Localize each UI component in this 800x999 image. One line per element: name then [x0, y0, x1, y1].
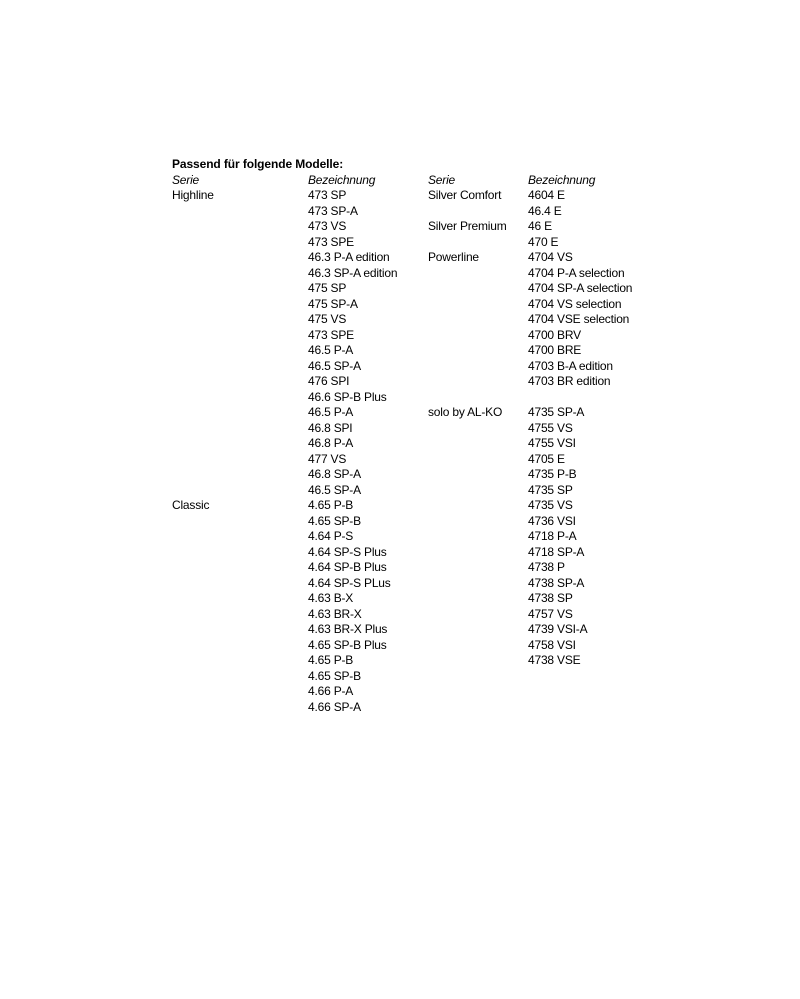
- model-name: 4718 P-A: [528, 529, 577, 543]
- serie-spacer: [428, 266, 507, 282]
- model-name: 4.64 SP-S Plus: [308, 544, 387, 559]
- serie-spacer: [172, 219, 214, 235]
- serie-spacer: [428, 281, 507, 297]
- model-name: 4755 VSI: [528, 436, 576, 450]
- serie-spacer: [428, 421, 507, 437]
- serie-spacer: [172, 390, 214, 406]
- serie-spacer: [172, 653, 214, 669]
- model-name: 46.5 P-A: [308, 405, 354, 419]
- column-header-serie: Serie: [172, 172, 200, 187]
- model-name: 46.8 SPI: [308, 420, 353, 435]
- model-tables: [172, 173, 672, 733]
- serie-spacer: [428, 498, 507, 514]
- serie-name: Silver Premium: [428, 219, 507, 233]
- model-name: 473 VS: [308, 219, 347, 233]
- serie-spacer: [428, 204, 507, 220]
- model-name: 4.65 SP-B: [308, 513, 361, 528]
- serie-name: Silver Comfort: [428, 188, 502, 202]
- model-name: 46.5 P-A: [308, 343, 354, 357]
- right-bezeichnung-column: [528, 173, 632, 669]
- model-name: 4704 VSE selection: [528, 312, 630, 326]
- right-serie-column: [428, 173, 507, 669]
- serie-spacer: [428, 545, 507, 561]
- model-name: 46.5 SP-A: [308, 358, 361, 373]
- model-name: 4.64 P-S: [308, 529, 354, 543]
- model-name: 470 E: [528, 234, 559, 249]
- model-name: 4700 BRV: [528, 327, 581, 342]
- serie-spacer: [172, 483, 214, 499]
- serie-spacer: [428, 235, 507, 251]
- model-name: 4703 BR edition: [528, 374, 611, 388]
- left-serie-column: [172, 173, 214, 716]
- serie-spacer: [172, 669, 214, 685]
- serie-name: solo by AL-KO: [428, 405, 503, 419]
- model-name: 4.65 P-B: [308, 498, 354, 512]
- model-name: 473 SPE: [308, 327, 354, 342]
- column-header-bezeichnung: Bezeichnung: [528, 172, 596, 187]
- serie-spacer: [428, 653, 507, 669]
- model-name: 4.65 SP-B Plus: [308, 637, 387, 652]
- serie-spacer: [428, 560, 507, 576]
- serie-spacer: [428, 607, 507, 623]
- serie-spacer: [172, 359, 214, 375]
- row-spacer: [528, 390, 632, 406]
- model-name: 46.3 P-A edition: [308, 250, 390, 264]
- serie-name: Highline: [172, 188, 214, 202]
- model-name: 4.64 SP-B Plus: [308, 560, 387, 574]
- model-name: 4.66 SP-A: [308, 699, 361, 714]
- model-name: 4755 VS: [528, 420, 573, 435]
- serie-spacer: [172, 328, 214, 344]
- serie-spacer: [172, 452, 214, 468]
- model-name: 4735 SP: [528, 482, 573, 497]
- model-name: 4.63 B-X: [308, 591, 354, 605]
- serie-spacer: [172, 235, 214, 251]
- model-name: 4.65 SP-B: [308, 668, 361, 683]
- serie-spacer: [428, 436, 507, 452]
- model-name: 4704 VS: [528, 250, 573, 264]
- serie-spacer: [172, 374, 214, 390]
- serie-spacer: [428, 312, 507, 328]
- model-name: 4735 P-B: [528, 467, 577, 481]
- model-name: 4735 VS: [528, 498, 573, 512]
- serie-spacer: [428, 328, 507, 344]
- model-name: 4758 VSI: [528, 637, 576, 652]
- serie-spacer: [172, 421, 214, 437]
- model-name: 46.8 SP-A: [308, 467, 361, 481]
- serie-spacer: [172, 638, 214, 654]
- serie-spacer: [428, 343, 507, 359]
- serie-spacer: [172, 281, 214, 297]
- model-name: 4738 VSE: [528, 653, 581, 667]
- serie-spacer: [172, 436, 214, 452]
- model-name: 477 VS: [308, 451, 347, 466]
- model-name: 473 SP-A: [308, 203, 358, 218]
- serie-name: Classic: [172, 498, 210, 512]
- model-name: 4.65 P-B: [308, 653, 354, 667]
- model-name: 476 SPI: [308, 374, 350, 388]
- serie-spacer: [428, 452, 507, 468]
- model-name: 4705 E: [528, 451, 565, 466]
- model-name: 46.4 E: [528, 203, 562, 218]
- serie-spacer: [428, 576, 507, 592]
- serie-name: Powerline: [428, 250, 479, 264]
- serie-spacer: [172, 312, 214, 328]
- serie-spacer: [172, 622, 214, 638]
- model-name: 4.64 SP-S PLus: [308, 575, 391, 590]
- model-name: 4738 SP-A: [528, 575, 585, 590]
- serie-spacer: [172, 514, 214, 530]
- serie-spacer: [172, 700, 214, 716]
- column-header-serie: Serie: [428, 172, 456, 187]
- model-name: 473 SPE: [308, 234, 354, 249]
- model-name: 46.8 P-A: [308, 436, 354, 450]
- serie-spacer: [172, 467, 214, 483]
- model-name: 4704 P-A selection: [528, 265, 625, 280]
- serie-spacer: [172, 545, 214, 561]
- model-name: 4704 VS selection: [528, 296, 622, 311]
- serie-spacer: [428, 638, 507, 654]
- serie-spacer: [428, 297, 507, 313]
- serie-spacer: [172, 297, 214, 313]
- model-name: 4.66 P-A: [308, 684, 354, 698]
- model-name: 46.5 SP-A: [308, 482, 361, 497]
- model-name: 4757 VS: [528, 606, 573, 621]
- serie-spacer: [428, 374, 507, 390]
- serie-spacer: [172, 529, 214, 545]
- compatibility-document: [172, 157, 672, 733]
- serie-spacer: [172, 250, 214, 266]
- model-name: 4.63 BR-X Plus: [308, 622, 388, 636]
- model-name: 4736 VSI: [528, 513, 576, 528]
- model-name: 46.3 SP-A edition: [308, 265, 398, 280]
- model-name: 4700 BRE: [528, 343, 582, 357]
- serie-spacer: [428, 622, 507, 638]
- serie-spacer: [428, 390, 507, 406]
- model-name: 4739 VSI-A: [528, 622, 588, 636]
- model-name: 4738 SP: [528, 591, 573, 605]
- model-name: 4704 SP-A selection: [528, 281, 633, 295]
- serie-spacer: [172, 405, 214, 421]
- serie-spacer: [172, 607, 214, 623]
- model-name: 475 SP-A: [308, 296, 358, 311]
- model-name: 4718 SP-A: [528, 544, 585, 559]
- serie-spacer: [172, 343, 214, 359]
- serie-spacer: [172, 576, 214, 592]
- model-name: 4703 B-A edition: [528, 358, 613, 373]
- left-bezeichnung-column: [308, 173, 397, 716]
- model-name: 4604 E: [528, 188, 565, 202]
- model-name: 4.63 BR-X: [308, 606, 362, 621]
- serie-spacer: [428, 483, 507, 499]
- model-name: 4738 P: [528, 560, 565, 574]
- serie-spacer: [428, 467, 507, 483]
- model-name: 46 E: [528, 219, 552, 233]
- model-name: 4735 SP-A: [528, 405, 585, 419]
- serie-spacer: [428, 514, 507, 530]
- column-header-bezeichnung: Bezeichnung: [308, 172, 376, 187]
- model-name: 475 SP: [308, 281, 347, 295]
- serie-spacer: [172, 684, 214, 700]
- serie-spacer: [428, 359, 507, 375]
- serie-spacer: [172, 560, 214, 576]
- serie-spacer: [428, 529, 507, 545]
- model-name: 475 VS: [308, 312, 347, 326]
- serie-spacer: [172, 204, 214, 220]
- serie-spacer: [172, 266, 214, 282]
- document-heading: Passend für folgende Modelle:: [172, 157, 344, 171]
- model-name: 46.6 SP-B Plus: [308, 389, 387, 404]
- serie-spacer: [172, 591, 214, 607]
- serie-spacer: [428, 591, 507, 607]
- model-name: 473 SP: [308, 188, 347, 202]
